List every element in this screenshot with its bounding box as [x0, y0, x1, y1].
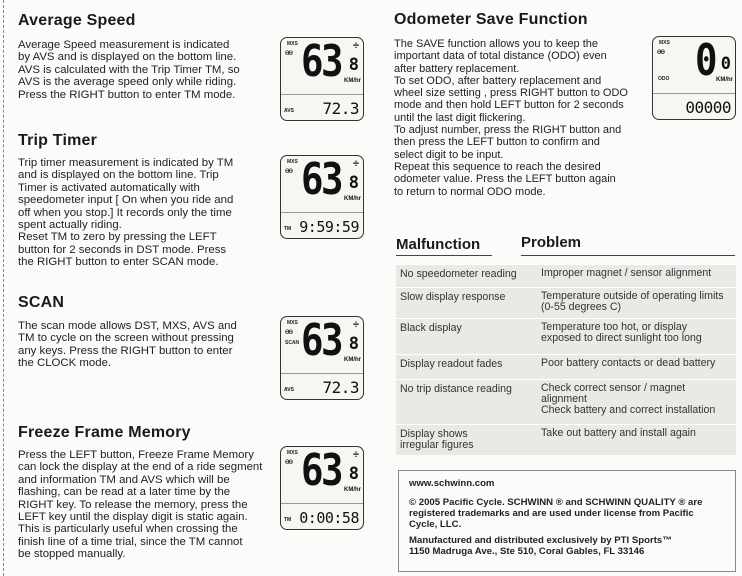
problem-cell — [541, 322, 702, 344]
malfunction-cell — [400, 359, 502, 370]
scan-title: SCAN — [18, 294, 65, 311]
lcd-divider — [281, 94, 363, 95]
text-line: after battery replacement. — [394, 62, 520, 75]
text-line: Display shows — [400, 428, 468, 440]
text-line: Cycle, LLC. — [409, 519, 462, 530]
table-row — [396, 287, 736, 318]
malfunction-cell — [400, 429, 474, 451]
bike-indicator-icon: ɵɵ — [285, 457, 292, 466]
lcd-display-trip-timer — [280, 155, 364, 239]
lcd-bottom-label: AVS — [284, 387, 294, 393]
text-line: Black display — [400, 322, 462, 334]
plus-minus-icon: ÷ — [352, 40, 359, 52]
lcd-divider — [281, 503, 363, 504]
text-line: alignment — [541, 393, 587, 405]
text-line: important data of total distance (ODO) even — [394, 50, 607, 63]
lcd-unit: KM/hr — [344, 487, 361, 493]
text-line: Repeat this sequence to reach the desired — [394, 160, 601, 173]
trip-timer-title: Trip Timer — [18, 132, 98, 149]
text-line: off when you stop.] It records only the time — [18, 206, 232, 219]
text-line: Slow display response — [400, 291, 506, 303]
lcd-display-freeze-frame — [280, 446, 364, 530]
text-line: LEFT key until the display digit is static again. — [18, 511, 248, 524]
lcd-main-speed: 63 — [301, 155, 341, 205]
plus-minus-icon: ÷ — [352, 449, 359, 461]
text-line: (0-55 degrees C) — [541, 301, 622, 313]
text-line: until the last digit flickering. — [394, 111, 526, 124]
lcd-scan-label: SCAN — [285, 340, 300, 346]
problem-header-underline — [521, 255, 735, 256]
text-line: Display readout fades — [400, 358, 503, 370]
problem-cell — [541, 428, 696, 439]
freeze-frame-text — [18, 449, 262, 561]
table-row — [396, 318, 736, 354]
text-line: 1150 Madruga Ave., Ste 510, Coral Gables, FL 33146 — [409, 546, 645, 557]
odometer-text — [394, 38, 628, 198]
text-line: odometer value. Press the LEFT button again — [394, 173, 616, 186]
bike-indicator-icon: ɵɵ — [657, 47, 664, 56]
lcd-decimal-digit: 8 — [348, 334, 359, 354]
lcd-bottom-value: 9:59:59 — [299, 218, 359, 236]
text-line: wheel size setting , press RIGHT button to ODO — [394, 87, 628, 100]
footer-distributor — [409, 535, 672, 557]
malfunction-header: Malfunction — [396, 236, 481, 253]
lcd-bottom-label: TM — [284, 226, 292, 232]
text-line: any keys. Press the RIGHT button to enter — [18, 344, 233, 357]
lcd-main-speed: 63 — [301, 37, 341, 87]
text-line: mode and then hold LEFT button for 2 seconds — [394, 99, 624, 112]
text-line: The SAVE function allows you to keep the — [394, 38, 599, 50]
lcd-main-speed: 63 — [301, 446, 341, 496]
average-speed-title: Average Speed — [18, 12, 136, 29]
problem-cell — [541, 291, 724, 313]
freeze-frame-title: Freeze Frame Memory — [18, 424, 191, 441]
text-line: Check battery and correct installation — [541, 404, 716, 416]
text-line: Improper magnet / sensor alignment — [541, 267, 712, 279]
text-line: Poor battery contacts or dead battery — [541, 357, 716, 369]
lcd-bottom-label: AVS — [284, 108, 294, 114]
odometer-title: Odometer Save Function — [394, 11, 588, 28]
text-line: to return to normal ODO mode. — [394, 185, 546, 198]
malfunction-cell — [400, 384, 512, 395]
malfunction-cell — [400, 269, 517, 280]
text-line: To adjust number, press the RIGHT button and — [394, 124, 622, 137]
text-line: Average Speed measurement is indicated — [18, 39, 230, 51]
text-line: spent actually riding. — [18, 219, 122, 232]
lcd-unit: KM/hr — [716, 77, 733, 83]
lcd-main-speed: 0 — [695, 36, 715, 86]
plus-minus-icon: ÷ — [352, 158, 359, 170]
lcd-divider — [653, 93, 735, 94]
text-line: exposed to direct sunlight too long — [541, 332, 702, 344]
table-row — [396, 424, 736, 455]
lcd-mode-indicator: MXS — [659, 40, 670, 46]
lcd-bottom-value: 00000 — [685, 98, 731, 117]
text-line: be stopped manually. — [18, 548, 126, 561]
lcd-mode-indicator: MXS — [287, 159, 298, 165]
average-speed-text — [18, 39, 240, 101]
lcd-unit: KM/hr — [344, 196, 361, 202]
text-line: Check correct sensor / magnet — [541, 382, 686, 394]
lcd-decimal-digit: 0 — [720, 54, 731, 74]
problem-cell — [541, 358, 715, 369]
text-line: by AVS and is displayed on the bottom line. — [18, 51, 237, 64]
text-line: Temperature outside of operating limits — [541, 290, 724, 302]
text-line: RIGHT key. To release the memory, press the — [18, 498, 248, 511]
text-line: Take out battery and install again — [541, 427, 696, 439]
lcd-display-average-speed — [280, 37, 364, 121]
problem-header: Problem — [521, 234, 582, 251]
trip-timer-text — [18, 157, 233, 269]
text-line: select digit to be input. — [394, 148, 504, 161]
text-line: Temperature too hot, or display — [541, 321, 688, 333]
lcd-divider — [281, 373, 363, 374]
text-line: © 2005 Pacific Cycle. SCHWINN ® and SCHWINN QUALITY ® are — [409, 497, 703, 508]
lcd-bottom-value: 72.3 — [322, 378, 359, 397]
text-line: button for 2 seconds in DST mode. Press — [18, 243, 227, 256]
table-row — [396, 354, 736, 379]
text-line: Trip timer measurement is indicated by TM — [18, 157, 234, 169]
lcd-display-scan — [280, 316, 364, 400]
plus-minus-icon: ÷ — [352, 319, 359, 331]
text-line: registered trademarks and are used under license from Pacific — [409, 508, 694, 519]
lcd-main-speed: 63 — [301, 316, 341, 366]
text-line: Timer is activated automatically with — [18, 181, 200, 194]
bike-indicator-icon: ɵɵ — [285, 327, 292, 336]
malfunction-cell — [400, 292, 505, 303]
text-line: AVS is the average speed only while riding. — [18, 76, 237, 89]
table-row — [396, 264, 736, 287]
text-line: then press the LEFT button to confirm and — [394, 136, 600, 149]
lcd-unit: KM/hr — [344, 78, 361, 84]
table-row — [396, 379, 736, 424]
text-line: Reset TM to zero by pressing the LEFT — [18, 231, 217, 244]
lcd-bottom-value: 0:00:58 — [299, 509, 359, 527]
text-line: No trip distance reading — [400, 383, 512, 395]
problem-cell — [541, 268, 711, 279]
lcd-odo-label: ODO — [658, 76, 670, 82]
text-line: To set ODO, after battery replacement and — [394, 74, 602, 87]
footer-box — [398, 470, 736, 572]
lcd-mode-indicator: MXS — [287, 450, 298, 456]
lcd-decimal-digit: 8 — [348, 464, 359, 484]
text-line: irregular figures — [400, 439, 474, 451]
lcd-decimal-digit: 8 — [348, 55, 359, 75]
page-edge-dashed-line — [3, 0, 4, 576]
footer-url: www.schwinn.com — [409, 478, 495, 489]
lcd-bottom-label: TM — [284, 517, 292, 523]
text-line: the RIGHT button to enter SCAN mode. — [18, 256, 219, 269]
problem-cell — [541, 383, 715, 416]
footer-copyright — [409, 497, 702, 530]
lcd-mode-indicator: MXS — [287, 41, 298, 47]
text-line: AVS is calculated with the Trip Timer TM, so — [18, 63, 240, 76]
lcd-display-odometer — [652, 36, 736, 120]
lcd-divider — [281, 212, 363, 213]
text-line: Press the RIGHT button to enter TM mode. — [18, 88, 236, 101]
text-line: and is displayed on the bottom line. Trip — [18, 169, 219, 182]
text-line: Manufactured and distributed exclusively by PTI Sports™ — [409, 535, 672, 546]
text-line: This is particularly useful when crossing the — [18, 523, 238, 536]
text-line: TM to cycle on the screen without pressing — [18, 332, 234, 345]
text-line: finish line of a time trial, since the TM cannot — [18, 535, 243, 548]
malfunction-cell — [400, 323, 462, 334]
text-line: and information TM and AVS which will be — [18, 473, 230, 486]
lcd-unit: KM/hr — [344, 357, 361, 363]
bike-indicator-icon: ɵɵ — [285, 48, 292, 57]
lcd-mode-indicator: MXS — [287, 320, 298, 326]
lcd-bottom-value: 72.3 — [322, 99, 359, 118]
scan-text — [18, 320, 237, 370]
text-line: No speedometer reading — [400, 268, 517, 280]
malfunction-header-underline — [396, 255, 492, 256]
text-line: can lock the display at the end of a ride segment — [18, 461, 263, 474]
text-line: speedometer input [ On when you ride and — [18, 194, 234, 207]
bike-indicator-icon: ɵɵ — [285, 166, 292, 175]
text-line: The scan mode allows DST, MXS, AVS and — [18, 320, 237, 332]
text-line: flashing, can be read at a later time by the — [18, 486, 231, 499]
text-line: Press the LEFT button, Freeze Frame Memory — [18, 449, 254, 461]
lcd-decimal-digit: 8 — [348, 173, 359, 193]
text-line: the CLOCK mode. — [18, 357, 112, 370]
